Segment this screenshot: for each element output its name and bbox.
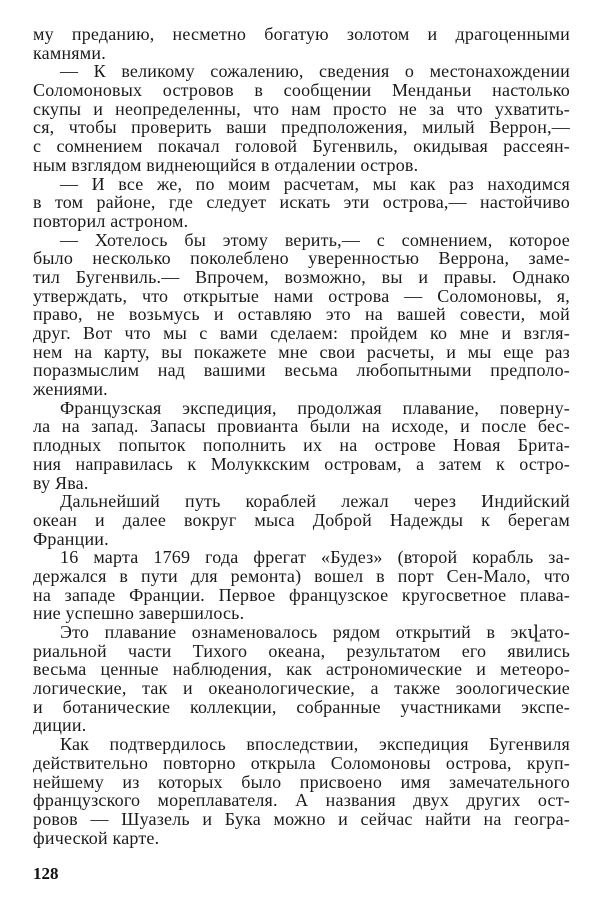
- text-line: му преданию, несметно богатую золотом и драгоценными: [33, 24, 570, 44]
- text-line: нем на карту, вы покажете мне свои расчеты, и мы еще раз: [33, 341, 570, 362]
- text-line: на западе Франции. Первое французское кругосветное плава-: [33, 584, 570, 605]
- text-line: и ботанические коллекции, собранные участниками экспе-: [33, 696, 570, 717]
- text-line: риальной части Тихого океана, результатом его явились: [33, 640, 570, 661]
- text-line: ву Ява.: [33, 472, 89, 493]
- paragraph: [33, 623, 570, 735]
- text-line: ровов — Шуазель и Бука можно и сейчас найти на геогра-: [33, 808, 570, 829]
- paragraph: [33, 399, 570, 492]
- paragraph: [33, 735, 570, 847]
- text-line: фической карте.: [33, 827, 160, 848]
- text-line: жениями.: [33, 379, 108, 400]
- paragraph: [33, 231, 570, 399]
- text-line: океан и далее вокруг мыса Доброй Надежды к берегам: [33, 509, 570, 530]
- text-line: Соломоновых островов в сообщении Менданьи настолько: [33, 80, 570, 101]
- paragraph: [33, 492, 570, 548]
- text-line: диции.: [33, 715, 87, 736]
- text-line: повторил астроном.: [33, 210, 189, 231]
- text-line: держался в пути для ремонта) вошел в порт Сен-Мало, что: [33, 565, 570, 586]
- text-line: Французская экспедиция, продолжая плавание, поверну-: [60, 397, 570, 418]
- text-line: 16 марта 1769 года фрегат «Будез» (второй корабль за-: [60, 547, 570, 568]
- text-line: право, не возьмусь и оставляю это на вашей совести, мой: [33, 304, 570, 325]
- text-line: поразмыслим над вашими весьма любопытными предполо-: [33, 360, 570, 381]
- text-line: друг. Вот что мы с вами сделаем: пройдем ко мне и взгля-: [33, 323, 570, 343]
- text-line: Дальнейший путь кораблей лежал через Индийский: [60, 491, 570, 512]
- text-line: плодных попыток пополнить их на острове Новая Брита-: [33, 435, 570, 456]
- text-line: ся, чтобы проверить ваши предположения, милый Веррон,—: [33, 117, 570, 138]
- text-line: было несколько поколеблено уверенностью Веррона, заме-: [33, 248, 570, 269]
- text-line: утверждать, что открытые нами острова — Соломоновы, я,: [33, 285, 570, 306]
- page-body-text: [33, 25, 570, 847]
- text-line: Как подтвердилось впоследствии, экспедиция Бугенвиля: [60, 734, 570, 755]
- text-line: ния направилась к Молуккским островам, а затем к остро-: [33, 453, 570, 474]
- text-line: скупы и неопределенны, что нам просто не за что ухватить-: [33, 98, 570, 119]
- text-line: ла на запад. Запасы провианта были на исходе, и после бес-: [33, 416, 570, 437]
- text-line: ным взглядом виднеющийся в отдалении остров.: [33, 154, 419, 175]
- text-line: — Хотелось бы этому верить,— с сомнением, которое: [60, 229, 570, 250]
- text-line: действительно повторно открыла Соломоновы острова, круп-: [33, 752, 570, 773]
- text-line: тил Бугенвиль.— Впрочем, возможно, вы и правы. Однако: [33, 266, 570, 287]
- paragraph: [33, 25, 570, 62]
- text-line: — К великому сожалению, сведения о местонахождении: [60, 61, 570, 82]
- text-line: в том районе, где следует искать эти острова,— настойчиво: [33, 192, 570, 213]
- text-line: логические, так и океанологические, а также зоологические: [33, 678, 570, 699]
- text-line: с сомнением покачал головой Бугенвиль, окидывая рассеян-: [33, 136, 570, 157]
- paragraph: [33, 548, 570, 623]
- text-line: Это плавание ознаменовалось рядом открытий в экվато-: [60, 622, 570, 642]
- page-number: 128: [33, 864, 59, 883]
- text-line: нейшему из которых было присвоено имя замечательного: [33, 771, 570, 792]
- text-line: Франции.: [33, 528, 109, 549]
- text-line: — И все же, по моим расчетам, мы как раз находимся: [60, 173, 570, 194]
- text-line: весьма ценные наблюдения, как астрономические и метеоро-: [33, 659, 570, 680]
- text-line: ние успешно завершилось.: [33, 603, 245, 624]
- paragraph: [33, 175, 570, 231]
- text-line: французского мореплавателя. А названия двух других ост-: [33, 790, 570, 811]
- paragraph: [33, 62, 570, 174]
- text-line: камнями.: [33, 42, 106, 63]
